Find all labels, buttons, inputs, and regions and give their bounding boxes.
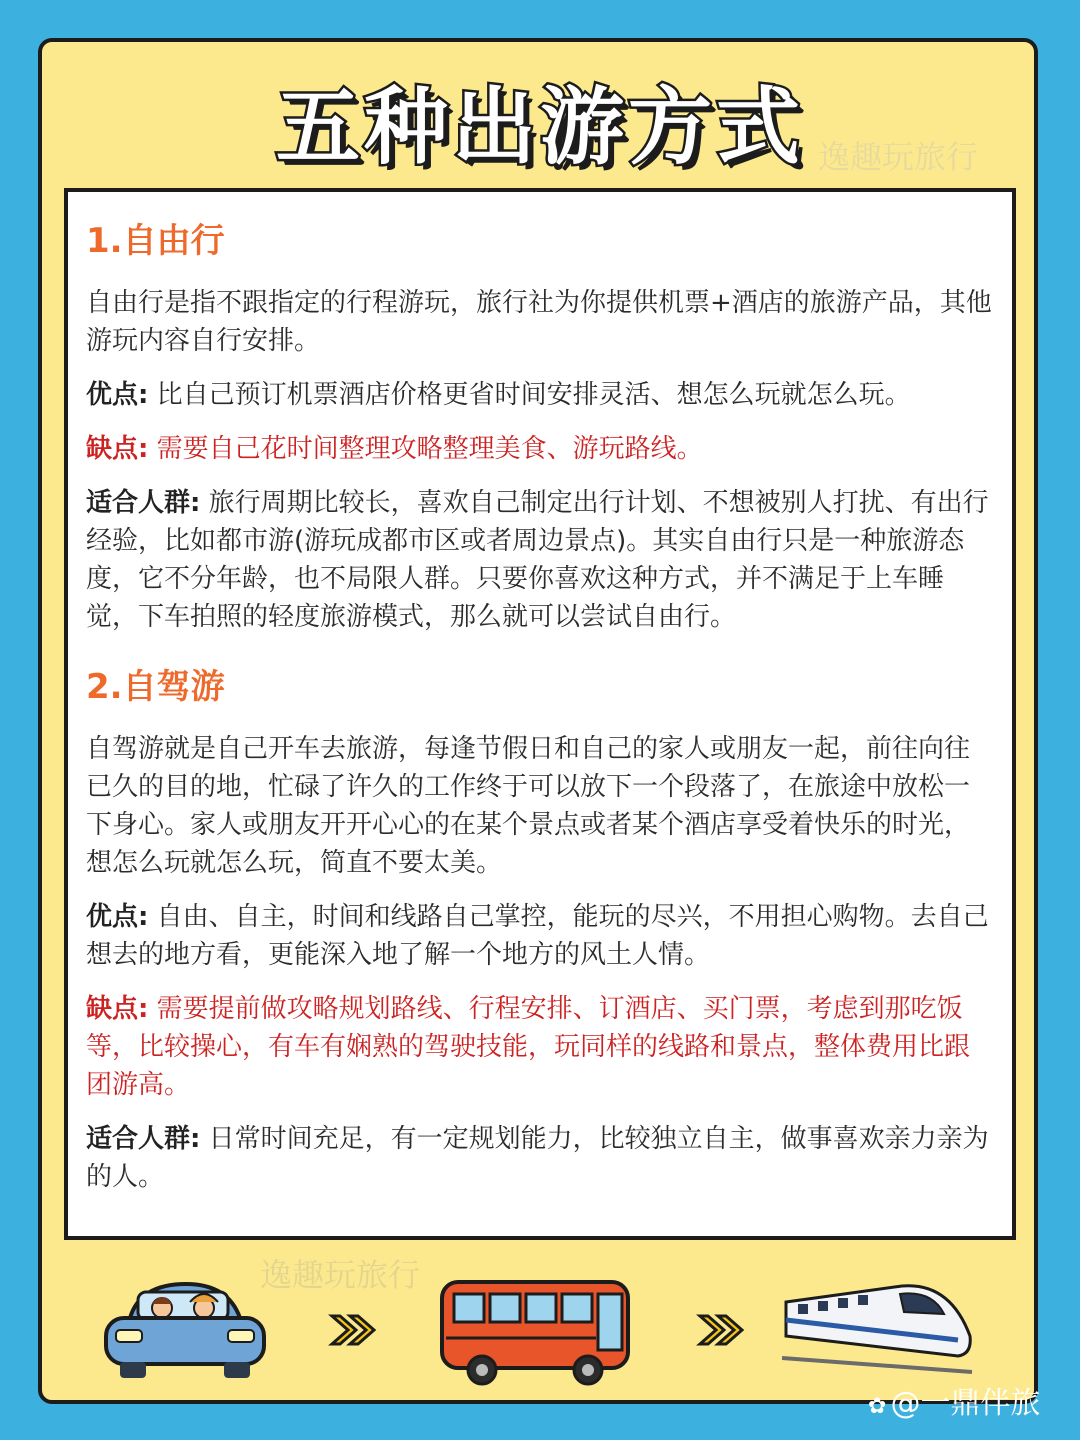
watermark: 逸趣玩旅行 bbox=[818, 138, 979, 176]
section-title: 1.自由行 bbox=[86, 221, 225, 261]
car-icon bbox=[100, 1278, 270, 1382]
double-chevron-icon bbox=[328, 1312, 380, 1348]
audience-paragraph bbox=[86, 484, 994, 636]
page-title: 五种出游方式 bbox=[275, 78, 804, 176]
pros-text: 比自己预订机票酒店价格更省时间安排灵活、想怎么玩就怎么玩。 bbox=[156, 380, 911, 410]
audience-text: 旅行周期比较长，喜欢自己制定出行计划、不想被别人打扰、有出行经验，比如都市游(游玩成都市区或者周边景点)。其实自由行只是一种旅游态度，它不分年龄，也不局限人群。只要你喜欢这种方式，并不满足于上车睡觉，下车拍照的轻度旅游模式，那么就可以尝试自由行。 bbox=[86, 488, 989, 632]
watermark: 逸趣玩旅行 bbox=[260, 1256, 421, 1294]
section-title: 2.自驾游 bbox=[86, 667, 225, 707]
cons-text: 需要提前做攻略规划路线、行程安排、订酒店、买门票，考虑到那吃饭等，比较操心，有车有娴熟的驾驶技能，玩同样的线路和景点，整体费用比跟团游高。 bbox=[86, 994, 971, 1100]
section-intro: 自驾游就是自己开车去旅游，每逢节假日和自己的家人或朋友一起，前往向往已久的目的地，忙碌了许久的工作终于可以放下一个段落了，在旅途中放松一下身心。家人或朋友开开心心的在某个景点或者某个酒店享受着快乐的时光，想怎么玩就怎么玩，简直不要太美。 bbox=[86, 734, 971, 878]
pros-text: 自由、自主，时间和线路自己掌控，能玩的尽兴，不用担心购物。去自己想去的地方看，更能深入地了解一个地方的风土人情。 bbox=[86, 902, 989, 970]
cons-label: 缺点: bbox=[86, 994, 149, 1024]
bus-icon bbox=[436, 1274, 642, 1388]
audience-paragraph bbox=[86, 1120, 994, 1196]
cons-text: 需要自己花时间整理攻略整理美食、游玩路线。 bbox=[156, 434, 703, 464]
content-card bbox=[64, 188, 1016, 1240]
cons-label: 缺点: bbox=[86, 434, 149, 464]
pros-label: 优点: bbox=[86, 902, 149, 932]
paw-icon: ✿ bbox=[868, 1394, 887, 1419]
brand-tag bbox=[868, 1378, 1040, 1422]
audience-label: 适合人群: bbox=[86, 1124, 201, 1154]
pros-label: 优点: bbox=[86, 380, 149, 410]
section-intro: 自由行是指不跟指定的行程游玩，旅行社为你提供机票+酒店的旅游产品，其他游玩内容自行安排。 bbox=[86, 288, 992, 356]
pros-paragraph bbox=[86, 376, 994, 414]
train-icon bbox=[782, 1280, 976, 1384]
audience-text: 日常时间充足，有一定规划能力，比较独立自主，做事喜欢亲力亲为的人。 bbox=[86, 1124, 989, 1192]
audience-label: 适合人群: bbox=[86, 488, 201, 518]
section-self-drive bbox=[86, 664, 994, 1196]
cons-paragraph bbox=[86, 990, 994, 1104]
section-free-travel bbox=[86, 218, 994, 636]
double-chevron-icon bbox=[696, 1312, 748, 1348]
cons-paragraph bbox=[86, 430, 994, 468]
brand-text: @一鼎伴旅 bbox=[890, 1386, 1041, 1421]
pros-paragraph bbox=[86, 898, 994, 974]
transport-illustrations bbox=[96, 1272, 996, 1392]
